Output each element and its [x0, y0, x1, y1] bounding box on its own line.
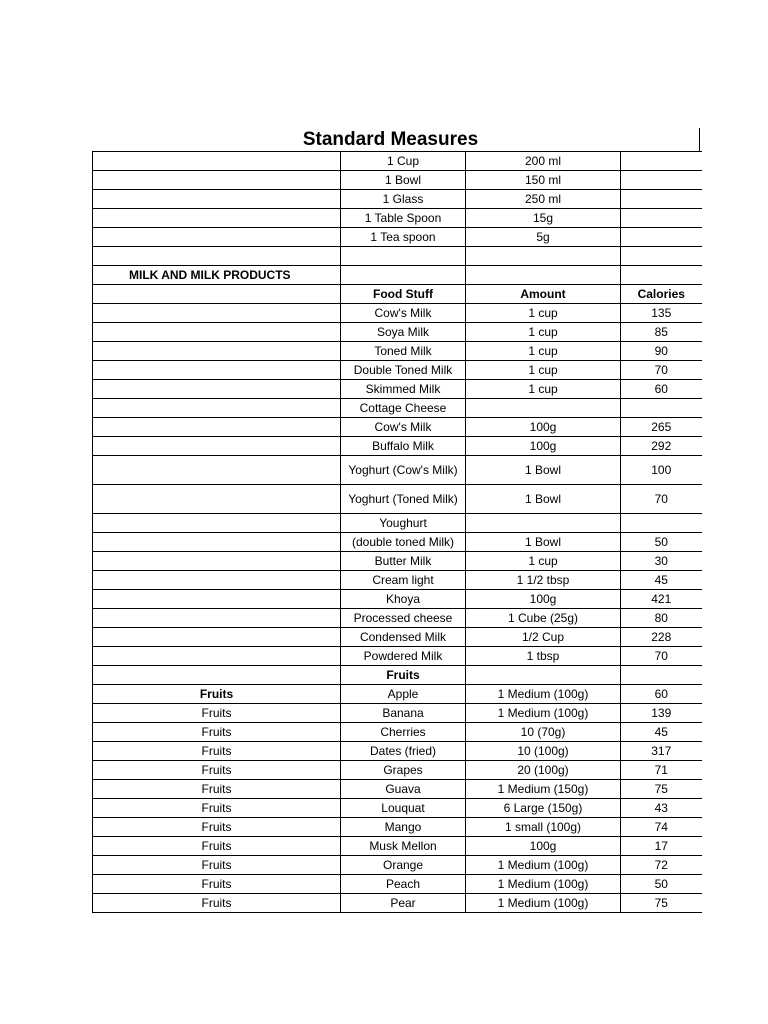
table-cell: Butter Milk: [341, 552, 466, 571]
table-row: [93, 380, 702, 399]
table-cell: Cow's Milk: [341, 304, 466, 323]
table-cell: [93, 190, 341, 209]
table-cell: 1 tbsp: [466, 647, 621, 666]
table-cell: 85: [621, 323, 702, 342]
table-cell: Pear: [341, 894, 466, 913]
table-cell: 1 Medium (100g): [466, 685, 621, 704]
table-cell: Youghurt: [341, 514, 466, 533]
table-cell: 292: [621, 437, 702, 456]
table-cell: Cream light: [341, 571, 466, 590]
table-cell: Fruits: [93, 818, 341, 837]
table-cell: Fruits: [93, 742, 341, 761]
column-header-amount: Amount: [466, 285, 621, 304]
table-row: [93, 590, 702, 609]
table-cell: Buffalo Milk: [341, 437, 466, 456]
table-cell: [93, 552, 341, 571]
column-header: [93, 285, 341, 304]
table-cell: Yoghurt (Cow's Milk): [341, 456, 466, 485]
table-cell: [466, 247, 621, 266]
table-cell: [93, 514, 341, 533]
table-cell: Fruits: [93, 799, 341, 818]
column-header-row: [93, 285, 702, 304]
table-cell: [93, 485, 341, 514]
table-row: [93, 704, 702, 723]
section-heading-row: [93, 666, 702, 685]
table-cell: [621, 152, 702, 171]
table-cell: 250 ml: [466, 190, 621, 209]
table-cell: Fruits: [93, 685, 341, 704]
table-cell: Banana: [341, 704, 466, 723]
table-cell: [93, 437, 341, 456]
table-cell: Cherries: [341, 723, 466, 742]
table-row: [93, 837, 702, 856]
table-row: [93, 247, 702, 266]
table-cell: Powdered Milk: [341, 647, 466, 666]
table-cell: [93, 533, 341, 552]
table-cell: 50: [621, 533, 702, 552]
table-cell: 80: [621, 609, 702, 628]
table-row: [93, 723, 702, 742]
table-cell: Fruits: [93, 780, 341, 799]
column-header-calories: Calories: [621, 285, 702, 304]
table-cell: 1 Glass: [341, 190, 466, 209]
table-row: [93, 152, 702, 171]
table-cell: [93, 152, 341, 171]
table-cell: 1 Bowl: [466, 485, 621, 514]
table-cell: Condensed Milk: [341, 628, 466, 647]
table-row: [93, 685, 702, 704]
table-row: [93, 418, 702, 437]
table-cell: [621, 666, 702, 685]
table-cell: 1 Table Spoon: [341, 209, 466, 228]
table-row: [93, 304, 702, 323]
table-cell: Yoghurt (Toned Milk): [341, 485, 466, 514]
table-cell: [621, 514, 702, 533]
table-cell: [621, 190, 702, 209]
section-heading-milk: MILK AND MILK PRODUCTS: [93, 266, 341, 285]
table-cell: [93, 304, 341, 323]
table-cell: (double toned Milk): [341, 533, 466, 552]
table-row: [93, 552, 702, 571]
table-cell: Fruits: [93, 761, 341, 780]
table-cell: 1 Medium (100g): [466, 704, 621, 723]
table-cell: 15g: [466, 209, 621, 228]
table-cell: 5g: [466, 228, 621, 247]
table-cell: Skimmed Milk: [341, 380, 466, 399]
table-cell: 60: [621, 685, 702, 704]
table-cell: [621, 399, 702, 418]
table-cell: [466, 266, 621, 285]
table-cell: 100: [621, 456, 702, 485]
table-cell: 1 Bowl: [466, 456, 621, 485]
table-cell: 1 cup: [466, 361, 621, 380]
table-cell: [93, 628, 341, 647]
table-row: [93, 228, 702, 247]
table-cell: 100g: [466, 837, 621, 856]
table-cell: 1 Medium (100g): [466, 894, 621, 913]
table-cell: 1 cup: [466, 323, 621, 342]
table-cell: [93, 399, 341, 418]
table-row: [93, 799, 702, 818]
table-cell: Fruits: [93, 894, 341, 913]
table-row: [93, 761, 702, 780]
table-cell: Fruits: [93, 875, 341, 894]
page-title: Standard Measures: [302, 129, 479, 150]
table-row: [93, 609, 702, 628]
table-cell: 6 Large (150g): [466, 799, 621, 818]
table-cell: 50: [621, 875, 702, 894]
table-cell: 150 ml: [466, 171, 621, 190]
table-cell: [93, 590, 341, 609]
table-cell: [93, 361, 341, 380]
table-cell: 70: [621, 361, 702, 380]
table-cell: [93, 323, 341, 342]
table-cell: 228: [621, 628, 702, 647]
table-cell: [93, 666, 341, 685]
table-cell: 1 cup: [466, 304, 621, 323]
table-row: [93, 818, 702, 837]
table-cell: [93, 171, 341, 190]
table-cell: Peach: [341, 875, 466, 894]
table-cell: [93, 418, 341, 437]
food-calorie-table: [92, 151, 702, 913]
table-cell: [341, 247, 466, 266]
table-cell: [621, 171, 702, 190]
table-cell: 10 (70g): [466, 723, 621, 742]
table-cell: 90: [621, 342, 702, 361]
table-cell: Double Toned Milk: [341, 361, 466, 380]
table-cell: 1 1/2 tbsp: [466, 571, 621, 590]
table-row: [93, 437, 702, 456]
table-cell: 30: [621, 552, 702, 571]
table-cell: 1 Cup: [341, 152, 466, 171]
table-cell: 72: [621, 856, 702, 875]
table-row: [93, 342, 702, 361]
table-row: [93, 514, 702, 533]
table-cell: 45: [621, 723, 702, 742]
table-row: [93, 647, 702, 666]
table-row: [93, 323, 702, 342]
table-cell: Mango: [341, 818, 466, 837]
table-cell: 135: [621, 304, 702, 323]
table-cell: Soya Milk: [341, 323, 466, 342]
table-cell: [621, 228, 702, 247]
table-row: [93, 742, 702, 761]
table-cell: Guava: [341, 780, 466, 799]
table-cell: 200 ml: [466, 152, 621, 171]
table-cell: 139: [621, 704, 702, 723]
title-cell-border: [699, 128, 700, 151]
table-row: [93, 875, 702, 894]
table-row: [93, 190, 702, 209]
table-cell: 1 Cube (25g): [466, 609, 621, 628]
table-cell: 1 Medium (100g): [466, 856, 621, 875]
table-cell: Khoya: [341, 590, 466, 609]
table-cell: 1 Bowl: [466, 533, 621, 552]
table-row: [93, 209, 702, 228]
table-cell: Orange: [341, 856, 466, 875]
table-cell: 1 cup: [466, 380, 621, 399]
table-cell: 71: [621, 761, 702, 780]
table-cell: [466, 666, 621, 685]
table-row: [93, 399, 702, 418]
table-cell: 1 Medium (100g): [466, 875, 621, 894]
table-cell: [466, 514, 621, 533]
table-cell: 317: [621, 742, 702, 761]
table-cell: Cow's Milk: [341, 418, 466, 437]
table-cell: 43: [621, 799, 702, 818]
table-cell: 1 cup: [466, 552, 621, 571]
table-cell: [621, 247, 702, 266]
table-cell: 421: [621, 590, 702, 609]
table-cell: 70: [621, 485, 702, 514]
table-cell: Fruits: [93, 837, 341, 856]
table-cell: [93, 609, 341, 628]
table-cell: [621, 209, 702, 228]
table-row: [93, 628, 702, 647]
table-row: [93, 485, 702, 514]
table-cell: 1 Tea spoon: [341, 228, 466, 247]
section-heading-row: [93, 266, 702, 285]
table-cell: Toned Milk: [341, 342, 466, 361]
table-cell: [466, 399, 621, 418]
table-cell: Louquat: [341, 799, 466, 818]
table-row: [93, 533, 702, 552]
table-row: [93, 571, 702, 590]
column-header-food-stuff: Food Stuff: [341, 285, 466, 304]
table-cell: [93, 380, 341, 399]
table-cell: 10 (100g): [466, 742, 621, 761]
table-cell: 100g: [466, 590, 621, 609]
table-cell: 75: [621, 894, 702, 913]
table-cell: [93, 342, 341, 361]
table-cell: [93, 647, 341, 666]
table-cell: Fruits: [93, 704, 341, 723]
table-cell: 60: [621, 380, 702, 399]
table-cell: 265: [621, 418, 702, 437]
table-row: [93, 856, 702, 875]
table-cell: Dates (fried): [341, 742, 466, 761]
table-cell: Fruits: [93, 723, 341, 742]
table-cell: 45: [621, 571, 702, 590]
table-cell: 20 (100g): [466, 761, 621, 780]
table-cell: 1 cup: [466, 342, 621, 361]
table-cell: Musk Mellon: [341, 837, 466, 856]
table-cell: 1 small (100g): [466, 818, 621, 837]
table-row: [93, 894, 702, 913]
table-cell: 1 Bowl: [341, 171, 466, 190]
table-row: [93, 456, 702, 485]
table-row: [93, 171, 702, 190]
table-cell: 75: [621, 780, 702, 799]
table-cell: 74: [621, 818, 702, 837]
table-cell: [93, 571, 341, 590]
table-cell: Cottage Cheese: [341, 399, 466, 418]
table-cell: [341, 266, 466, 285]
table-cell: [621, 266, 702, 285]
table-cell: [93, 228, 341, 247]
table-cell: Processed cheese: [341, 609, 466, 628]
table-row: [93, 361, 702, 380]
table-cell: 1 Medium (150g): [466, 780, 621, 799]
table-cell: 17: [621, 837, 702, 856]
table-cell: 1/2 Cup: [466, 628, 621, 647]
table-cell: Grapes: [341, 761, 466, 780]
table-cell: [93, 456, 341, 485]
table-cell: 100g: [466, 437, 621, 456]
table-cell: [93, 247, 341, 266]
section-heading-fruits: Fruits: [341, 666, 466, 685]
table-cell: 70: [621, 647, 702, 666]
table-cell: [93, 209, 341, 228]
table-cell: 100g: [466, 418, 621, 437]
table-cell: Fruits: [93, 856, 341, 875]
table-cell: Apple: [341, 685, 466, 704]
table-row: [93, 780, 702, 799]
